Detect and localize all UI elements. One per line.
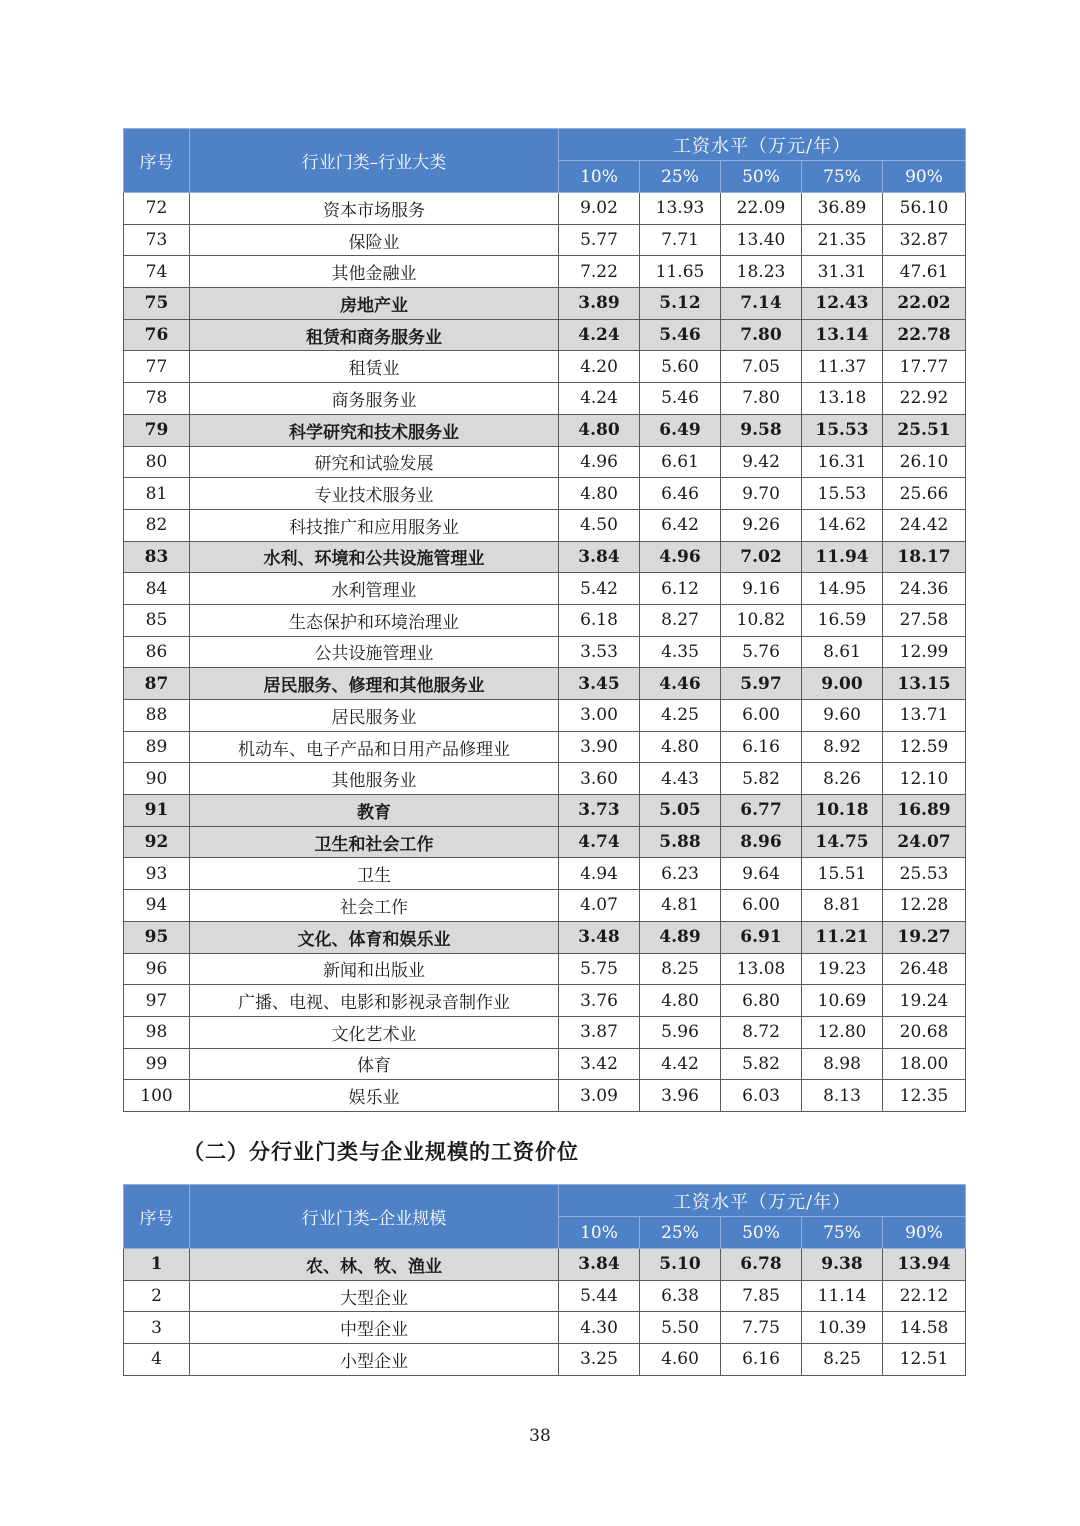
- row-industry-name: 机动车、电子产品和日用产品修理业: [190, 731, 559, 763]
- row-wage-p75: 11.37: [802, 351, 883, 383]
- row-wage-p50: 5.76: [721, 636, 802, 668]
- row-wage-p75: 8.98: [802, 1048, 883, 1080]
- row-wage-p50: 9.16: [721, 573, 802, 605]
- row-seq: 75: [124, 288, 190, 320]
- table-row: [124, 826, 966, 858]
- row-seq: 72: [124, 193, 190, 225]
- row-wage-p25: 6.12: [640, 573, 721, 605]
- row-wage-p10: 3.76: [559, 985, 640, 1017]
- header-category: 行业门类–行业大类: [190, 129, 559, 193]
- row-wage-p75: 15.53: [802, 478, 883, 510]
- row-wage-p10: 4.20: [559, 351, 640, 383]
- row-wage-p10: 3.00: [559, 700, 640, 732]
- row-wage-p10: 4.24: [559, 383, 640, 415]
- row-industry-name: 娱乐业: [190, 1080, 559, 1112]
- row-wage-p50: 10.82: [721, 604, 802, 636]
- row-wage-p90: 13.71: [883, 700, 966, 732]
- row-wage-p10: 4.96: [559, 446, 640, 478]
- row-wage-p10: 5.77: [559, 224, 640, 256]
- row-industry-name: 社会工作: [190, 890, 559, 922]
- row-seq: 81: [124, 478, 190, 510]
- row-wage-p50: 6.16: [721, 1344, 802, 1376]
- table-body: [124, 1249, 966, 1376]
- row-wage-p10: 5.75: [559, 953, 640, 985]
- row-industry-name: 文化艺术业: [190, 1016, 559, 1048]
- row-wage-p25: 6.38: [640, 1280, 721, 1312]
- row-wage-p75: 13.14: [802, 319, 883, 351]
- row-wage-p25: 6.23: [640, 858, 721, 890]
- row-wage-p75: 13.18: [802, 383, 883, 415]
- row-wage-p10: 3.42: [559, 1048, 640, 1080]
- row-wage-p75: 21.35: [802, 224, 883, 256]
- row-wage-p50: 7.75: [721, 1312, 802, 1344]
- row-seq: 73: [124, 224, 190, 256]
- row-wage-p10: 3.25: [559, 1344, 640, 1376]
- row-wage-p90: 16.89: [883, 795, 966, 827]
- row-seq: 100: [124, 1080, 190, 1112]
- row-wage-p50: 13.40: [721, 224, 802, 256]
- row-wage-p75: 14.95: [802, 573, 883, 605]
- row-wage-p10: 4.50: [559, 509, 640, 541]
- header-wage-group: 工资水平（万元/年）: [559, 129, 966, 161]
- row-industry-name: 文化、体育和娱乐业: [190, 921, 559, 953]
- row-wage-p10: 3.89: [559, 288, 640, 320]
- row-wage-p90: 12.35: [883, 1080, 966, 1112]
- row-industry-name: 资本市场服务: [190, 193, 559, 225]
- row-wage-p10: 3.84: [559, 541, 640, 573]
- row-wage-p10: 3.84: [559, 1249, 640, 1281]
- row-seq: 87: [124, 668, 190, 700]
- table-row: [124, 604, 966, 636]
- row-wage-p90: 22.78: [883, 319, 966, 351]
- table-body: [124, 193, 966, 1112]
- row-wage-p25: 13.93: [640, 193, 721, 225]
- row-wage-p50: 6.77: [721, 795, 802, 827]
- row-wage-p75: 8.26: [802, 763, 883, 795]
- row-wage-p25: 5.96: [640, 1016, 721, 1048]
- row-wage-p75: 9.38: [802, 1249, 883, 1281]
- row-wage-p50: 5.82: [721, 763, 802, 795]
- row-wage-p50: 6.78: [721, 1249, 802, 1281]
- header-p90: 90%: [883, 161, 966, 193]
- header-p75: 75%: [802, 161, 883, 193]
- table-row: [124, 224, 966, 256]
- header-p10: 10%: [559, 1217, 640, 1249]
- row-seq: 88: [124, 700, 190, 732]
- row-wage-p75: 16.31: [802, 446, 883, 478]
- row-wage-p50: 8.72: [721, 1016, 802, 1048]
- row-wage-p50: 6.16: [721, 731, 802, 763]
- row-wage-p50: 9.70: [721, 478, 802, 510]
- row-wage-p25: 6.61: [640, 446, 721, 478]
- row-wage-p50: 9.42: [721, 446, 802, 478]
- header-seq: 序号: [124, 1185, 190, 1249]
- table-row: [124, 763, 966, 795]
- row-wage-p75: 15.53: [802, 414, 883, 446]
- row-wage-p75: 12.80: [802, 1016, 883, 1048]
- row-wage-p25: 8.27: [640, 604, 721, 636]
- row-wage-p50: 9.58: [721, 414, 802, 446]
- table-row: [124, 921, 966, 953]
- row-wage-p90: 12.10: [883, 763, 966, 795]
- row-wage-p25: 4.96: [640, 541, 721, 573]
- row-wage-p25: 8.25: [640, 953, 721, 985]
- row-seq: 97: [124, 985, 190, 1017]
- table-row: [124, 193, 966, 225]
- table-row: [124, 1344, 966, 1376]
- row-wage-p50: 7.02: [721, 541, 802, 573]
- row-wage-p25: 11.65: [640, 256, 721, 288]
- row-wage-p10: 4.74: [559, 826, 640, 858]
- header-p90: 90%: [883, 1217, 966, 1249]
- row-wage-p75: 8.61: [802, 636, 883, 668]
- row-industry-name: 商务服务业: [190, 383, 559, 415]
- header-p50: 50%: [721, 1217, 802, 1249]
- table-row: [124, 1312, 966, 1344]
- row-wage-p90: 17.77: [883, 351, 966, 383]
- row-wage-p50: 5.82: [721, 1048, 802, 1080]
- row-seq: 93: [124, 858, 190, 890]
- row-wage-p25: 4.25: [640, 700, 721, 732]
- row-industry-name: 小型企业: [190, 1344, 559, 1376]
- table-row: [124, 1080, 966, 1112]
- row-wage-p75: 10.39: [802, 1312, 883, 1344]
- row-wage-p90: 25.51: [883, 414, 966, 446]
- header-category: 行业门类–企业规模: [190, 1185, 559, 1249]
- row-wage-p25: 4.80: [640, 985, 721, 1017]
- row-wage-p90: 12.99: [883, 636, 966, 668]
- row-wage-p90: 20.68: [883, 1016, 966, 1048]
- wage-table-industry-major: [123, 128, 966, 1112]
- row-wage-p10: 3.53: [559, 636, 640, 668]
- table-row: [124, 478, 966, 510]
- table-row: [124, 795, 966, 827]
- row-wage-p10: 3.45: [559, 668, 640, 700]
- row-wage-p50: 5.97: [721, 668, 802, 700]
- row-wage-p50: 7.14: [721, 288, 802, 320]
- row-industry-name: 其他金融业: [190, 256, 559, 288]
- row-wage-p90: 18.17: [883, 541, 966, 573]
- row-seq: 89: [124, 731, 190, 763]
- row-seq: 94: [124, 890, 190, 922]
- row-industry-name: 科学研究和技术服务业: [190, 414, 559, 446]
- table-row: [124, 636, 966, 668]
- table-row: [124, 1048, 966, 1080]
- row-wage-p10: 3.60: [559, 763, 640, 795]
- row-wage-p90: 27.58: [883, 604, 966, 636]
- row-industry-name: 房地产业: [190, 288, 559, 320]
- row-wage-p90: 25.53: [883, 858, 966, 890]
- row-wage-p75: 11.21: [802, 921, 883, 953]
- row-wage-p90: 14.58: [883, 1312, 966, 1344]
- row-wage-p25: 6.42: [640, 509, 721, 541]
- row-wage-p90: 26.10: [883, 446, 966, 478]
- row-wage-p75: 19.23: [802, 953, 883, 985]
- table-row: [124, 414, 966, 446]
- row-wage-p90: 12.59: [883, 731, 966, 763]
- row-wage-p25: 4.89: [640, 921, 721, 953]
- row-wage-p10: 4.80: [559, 478, 640, 510]
- row-wage-p75: 8.92: [802, 731, 883, 763]
- row-seq: 79: [124, 414, 190, 446]
- row-wage-p90: 24.42: [883, 509, 966, 541]
- row-wage-p50: 8.96: [721, 826, 802, 858]
- row-industry-name: 居民服务业: [190, 700, 559, 732]
- header-wage-group: 工资水平（万元/年）: [559, 1185, 966, 1217]
- table-row: [124, 1280, 966, 1312]
- row-seq: 2: [124, 1280, 190, 1312]
- row-industry-name: 卫生: [190, 858, 559, 890]
- row-industry-name: 广播、电视、电影和影视录音制作业: [190, 985, 559, 1017]
- table-row: [124, 731, 966, 763]
- row-seq: 4: [124, 1344, 190, 1376]
- row-wage-p90: 56.10: [883, 193, 966, 225]
- section-title: （二）分行业门类与企业规模的工资价位: [183, 1139, 579, 1164]
- header-p25: 25%: [640, 1217, 721, 1249]
- row-wage-p10: 6.18: [559, 604, 640, 636]
- row-wage-p75: 12.43: [802, 288, 883, 320]
- row-industry-name: 科技推广和应用服务业: [190, 509, 559, 541]
- table-row: [124, 383, 966, 415]
- row-wage-p75: 11.94: [802, 541, 883, 573]
- table-row: [124, 1016, 966, 1048]
- row-seq: 98: [124, 1016, 190, 1048]
- row-wage-p75: 9.00: [802, 668, 883, 700]
- row-seq: 99: [124, 1048, 190, 1080]
- header-p25: 25%: [640, 161, 721, 193]
- row-wage-p75: 9.60: [802, 700, 883, 732]
- row-wage-p90: 24.07: [883, 826, 966, 858]
- row-seq: 84: [124, 573, 190, 605]
- row-wage-p10: 3.09: [559, 1080, 640, 1112]
- row-industry-name: 中型企业: [190, 1312, 559, 1344]
- row-wage-p75: 11.14: [802, 1280, 883, 1312]
- row-seq: 3: [124, 1312, 190, 1344]
- row-wage-p50: 13.08: [721, 953, 802, 985]
- row-wage-p25: 5.46: [640, 319, 721, 351]
- row-industry-name: 租赁和商务服务业: [190, 319, 559, 351]
- table-row: [124, 700, 966, 732]
- row-wage-p10: 3.48: [559, 921, 640, 953]
- row-wage-p50: 6.03: [721, 1080, 802, 1112]
- row-wage-p10: 4.94: [559, 858, 640, 890]
- row-wage-p25: 4.46: [640, 668, 721, 700]
- header-p50: 50%: [721, 161, 802, 193]
- row-wage-p75: 15.51: [802, 858, 883, 890]
- row-wage-p25: 5.50: [640, 1312, 721, 1344]
- row-wage-p75: 14.62: [802, 509, 883, 541]
- row-industry-name: 居民服务、修理和其他服务业: [190, 668, 559, 700]
- row-wage-p25: 4.42: [640, 1048, 721, 1080]
- row-industry-name: 大型企业: [190, 1280, 559, 1312]
- table-row: [124, 890, 966, 922]
- row-wage-p50: 7.80: [721, 383, 802, 415]
- row-wage-p10: 3.87: [559, 1016, 640, 1048]
- row-wage-p50: 6.80: [721, 985, 802, 1017]
- row-wage-p90: 24.36: [883, 573, 966, 605]
- row-wage-p25: 5.12: [640, 288, 721, 320]
- row-industry-name: 公共设施管理业: [190, 636, 559, 668]
- table-row: [124, 288, 966, 320]
- row-wage-p90: 47.61: [883, 256, 966, 288]
- row-wage-p10: 4.07: [559, 890, 640, 922]
- row-industry-name: 卫生和社会工作: [190, 826, 559, 858]
- row-seq: 90: [124, 763, 190, 795]
- table-row: [124, 573, 966, 605]
- row-wage-p10: 3.73: [559, 795, 640, 827]
- row-wage-p10: 4.24: [559, 319, 640, 351]
- row-seq: 96: [124, 953, 190, 985]
- row-wage-p75: 36.89: [802, 193, 883, 225]
- row-wage-p25: 6.46: [640, 478, 721, 510]
- row-wage-p25: 6.49: [640, 414, 721, 446]
- table-row: [124, 541, 966, 573]
- row-wage-p10: 9.02: [559, 193, 640, 225]
- row-wage-p10: 3.90: [559, 731, 640, 763]
- row-wage-p90: 25.66: [883, 478, 966, 510]
- row-industry-name: 水利、环境和公共设施管理业: [190, 541, 559, 573]
- row-wage-p10: 7.22: [559, 256, 640, 288]
- row-wage-p90: 18.00: [883, 1048, 966, 1080]
- row-wage-p25: 3.96: [640, 1080, 721, 1112]
- row-wage-p10: 4.80: [559, 414, 640, 446]
- row-wage-p75: 8.13: [802, 1080, 883, 1112]
- table-row: [124, 1249, 966, 1281]
- row-wage-p50: 7.85: [721, 1280, 802, 1312]
- table-row: [124, 351, 966, 383]
- row-seq: 78: [124, 383, 190, 415]
- row-wage-p10: 4.30: [559, 1312, 640, 1344]
- header-seq: 序号: [124, 129, 190, 193]
- row-wage-p50: 9.26: [721, 509, 802, 541]
- row-industry-name: 体育: [190, 1048, 559, 1080]
- row-wage-p25: 5.46: [640, 383, 721, 415]
- row-industry-name: 新闻和出版业: [190, 953, 559, 985]
- row-wage-p75: 14.75: [802, 826, 883, 858]
- row-wage-p25: 5.05: [640, 795, 721, 827]
- row-wage-p90: 22.02: [883, 288, 966, 320]
- row-wage-p25: 5.10: [640, 1249, 721, 1281]
- row-wage-p75: 8.81: [802, 890, 883, 922]
- row-wage-p25: 5.60: [640, 351, 721, 383]
- row-wage-p75: 10.18: [802, 795, 883, 827]
- row-industry-name: 专业技术服务业: [190, 478, 559, 510]
- table-row: [124, 668, 966, 700]
- row-wage-p50: 7.80: [721, 319, 802, 351]
- row-wage-p50: 6.00: [721, 890, 802, 922]
- table-row: [124, 858, 966, 890]
- row-wage-p25: 4.80: [640, 731, 721, 763]
- row-wage-p50: 6.91: [721, 921, 802, 953]
- table-row: [124, 319, 966, 351]
- table-row: [124, 256, 966, 288]
- row-wage-p25: 4.81: [640, 890, 721, 922]
- wage-table-enterprise-size: [123, 1184, 966, 1376]
- row-industry-name: 农、林、牧、渔业: [190, 1249, 559, 1281]
- row-seq: 74: [124, 256, 190, 288]
- row-seq: 91: [124, 795, 190, 827]
- table-row: [124, 953, 966, 985]
- row-wage-p25: 4.43: [640, 763, 721, 795]
- row-wage-p50: 7.05: [721, 351, 802, 383]
- row-wage-p90: 12.51: [883, 1344, 966, 1376]
- row-wage-p90: 19.24: [883, 985, 966, 1017]
- row-wage-p90: 12.28: [883, 890, 966, 922]
- row-wage-p50: 9.64: [721, 858, 802, 890]
- row-wage-p90: 19.27: [883, 921, 966, 953]
- row-industry-name: 研究和试验发展: [190, 446, 559, 478]
- row-wage-p75: 31.31: [802, 256, 883, 288]
- row-wage-p90: 22.12: [883, 1280, 966, 1312]
- row-wage-p10: 5.44: [559, 1280, 640, 1312]
- row-industry-name: 其他服务业: [190, 763, 559, 795]
- row-seq: 76: [124, 319, 190, 351]
- row-wage-p25: 5.88: [640, 826, 721, 858]
- row-industry-name: 生态保护和环境治理业: [190, 604, 559, 636]
- row-wage-p50: 18.23: [721, 256, 802, 288]
- row-wage-p75: 10.69: [802, 985, 883, 1017]
- table-row: [124, 446, 966, 478]
- row-seq: 77: [124, 351, 190, 383]
- row-wage-p90: 22.92: [883, 383, 966, 415]
- row-wage-p90: 13.15: [883, 668, 966, 700]
- row-seq: 1: [124, 1249, 190, 1281]
- row-wage-p90: 13.94: [883, 1249, 966, 1281]
- table-row: [124, 509, 966, 541]
- row-wage-p90: 26.48: [883, 953, 966, 985]
- table-row: [124, 985, 966, 1017]
- row-wage-p75: 16.59: [802, 604, 883, 636]
- row-wage-p50: 22.09: [721, 193, 802, 225]
- row-wage-p50: 6.00: [721, 700, 802, 732]
- row-wage-p75: 8.25: [802, 1344, 883, 1376]
- row-seq: 85: [124, 604, 190, 636]
- row-industry-name: 教育: [190, 795, 559, 827]
- page-number: 38: [529, 1426, 551, 1446]
- row-wage-p10: 5.42: [559, 573, 640, 605]
- header-p10: 10%: [559, 161, 640, 193]
- row-seq: 86: [124, 636, 190, 668]
- row-wage-p25: 4.35: [640, 636, 721, 668]
- row-seq: 92: [124, 826, 190, 858]
- row-wage-p25: 4.60: [640, 1344, 721, 1376]
- row-seq: 83: [124, 541, 190, 573]
- row-seq: 80: [124, 446, 190, 478]
- header-p75: 75%: [802, 1217, 883, 1249]
- row-seq: 82: [124, 509, 190, 541]
- row-seq: 95: [124, 921, 190, 953]
- row-wage-p25: 7.71: [640, 224, 721, 256]
- row-industry-name: 租赁业: [190, 351, 559, 383]
- row-industry-name: 水利管理业: [190, 573, 559, 605]
- row-wage-p90: 32.87: [883, 224, 966, 256]
- row-industry-name: 保险业: [190, 224, 559, 256]
